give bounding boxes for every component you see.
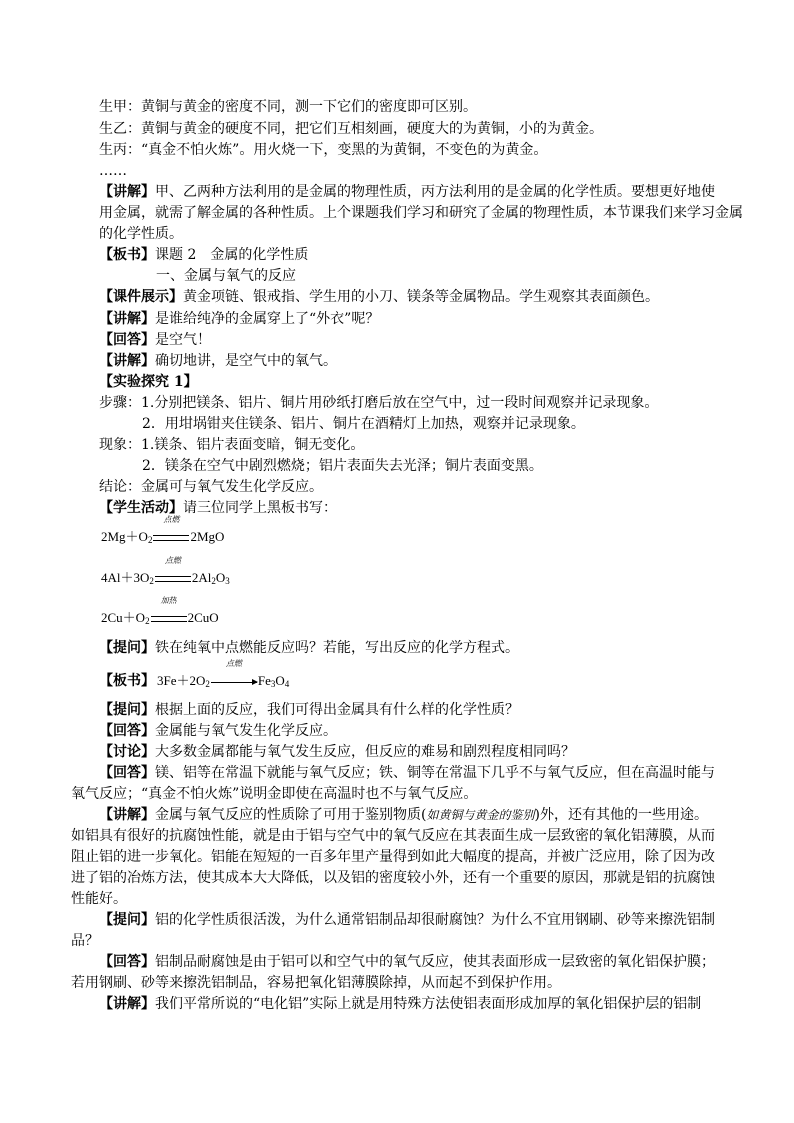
phenomenon-2: 2．镁条在空气中剧烈燃烧；铝片表面失去光泽；铜片表面变黑。 xyxy=(142,458,543,474)
section-heading: 一、金属与氧气的反应 xyxy=(156,268,296,284)
experiment-step-2: 2．用坩埚钳夹住镁条、铝片、铜片在酒精灯上加热，观察并记录现象。 xyxy=(142,416,585,432)
question-aluminum: 【提问】铝的化学性质很活泼，为什么通常铝制品却很耐腐蚀？为什么不宜用钢刷、砂等来擦洗铝制 xyxy=(99,912,715,928)
phenomenon-1: 现象：1.镁条、铝片表面变暗，铜无变化。 xyxy=(99,437,365,453)
answer-property: 【回答】金属能与氧气发生化学反应。 xyxy=(99,723,337,739)
tag-board: 【板书】 xyxy=(99,247,155,263)
equation-mg: $2Mg+O_2$ 点燃 2MgO xyxy=(101,515,225,545)
courseware-display: 【课件展示】黄金项链、银戒指、学生用的小刀、镁条等金属物品。学生观察其表面颜色。 xyxy=(99,289,659,305)
discussion: 【讨论】大多数金属都能与氧气发生反应，但反应的难易和剧烈程度相同吗？ xyxy=(99,744,575,760)
answer-air: 【回答】是空气！ xyxy=(99,332,211,348)
explain-oxygen: 【讲解】确切地讲，是空气中的氧气。 xyxy=(99,353,337,369)
question-aluminum-cont: 品？ xyxy=(71,933,99,949)
experiment-step-1: 步骤：1.分别把镁条、铝片、铜片用砂纸打磨后放在空气中，过一段时间观察并记录现象。 xyxy=(99,395,659,411)
reaction-arrow: 点燃 xyxy=(211,671,257,691)
tag-courseware: 【课件展示】 xyxy=(99,289,183,305)
explain-uses-cont-3: 进了铝的冶炼方法，使其成本大大降低，以及铝的密度较小外，还有一个重要的原因，那就是铝的抗腐蚀 xyxy=(71,870,715,886)
answer-aluminum-cont: 若用钢刷、砂等来擦洗铝制品，容易把氧化铝薄膜除掉，从而起不到保护作用。 xyxy=(71,975,561,991)
explain-question: 【讲解】是谁给纯净的金属穿上了“外衣”呢？ xyxy=(99,311,380,327)
explain-uses: 【讲解】金属与氧气反应的性质除了可用于鉴别物质(如黄铜与黄金的鉴别)外，还有其他的一些用途。 xyxy=(99,807,708,823)
board-title: 【板书】课题 2 金属的化学性质 xyxy=(99,247,309,263)
explain-paragraph-1-cont: 用金属，就需了解金属的各种性质。上个课题我们学习和研究了金属的物理性质，本节课我们来学习金属 xyxy=(99,205,743,221)
explain-uses-cont-1: 如铝具有很好的抗腐蚀性能，就是由于铝与空气中的氧气反应在其表面生成一层致密的氧化铝薄膜，从而 xyxy=(71,828,715,844)
reaction-arrow: 加热 xyxy=(151,608,187,628)
equation-fe: $3Fe+2O_2$ 点燃 $Fe_3O_4$ xyxy=(157,659,290,689)
reaction-arrow: 点燃 xyxy=(153,527,189,547)
ellipsis: …… xyxy=(99,163,127,179)
explain-uses-cont-4: 性能好。 xyxy=(71,891,127,907)
question-iron: 【提问】铁在纯氧中点燃能反应吗？若能，写出反应的化学方程式。 xyxy=(99,640,519,656)
answer-reactivity-cont: 氧气反应；“真金不怕火炼”说明金即使在高温时也不与氧气反应。 xyxy=(71,786,478,802)
explain-anodized: 【讲解】我们平常所说的“电化铝”实际上就是用特殊方法使铝表面形成加厚的氧化铝保护层的铝制 xyxy=(99,996,702,1012)
tag-explain: 【讲解】 xyxy=(99,184,155,200)
dialogue-student-b: 生乙：黄铜与黄金的硬度不同，把它们互相刻画，硬度大的为黄铜，小的为黄金。 xyxy=(99,121,603,137)
equation-al: $4Al+3O_2$ 点燃 $2Al_2O_3$ xyxy=(101,556,230,586)
explain-uses-cont-2: 阻止铝的进一步氧化。铝能在短短的一百多年里产量得到如此大幅度的提高，并被广泛应用，除了因为改 xyxy=(71,849,715,865)
dialogue-student-a: 生甲：黄铜与黄金的密度不同，测一下它们的密度即可区别。 xyxy=(99,99,477,115)
reaction-arrow: 点燃 xyxy=(155,568,191,588)
experiment-heading: 【实验探究 1】 xyxy=(99,374,198,390)
equation-cu: $2Cu+O_2$ 加热 2CuO xyxy=(101,596,219,626)
dialogue-student-c: 生丙：“真金不怕火炼”。用火烧一下，变黑的为黄铜，不变色的为黄金。 xyxy=(99,142,548,158)
question-property: 【提问】根据上面的反应，我们可得出金属具有什么样的化学性质？ xyxy=(99,702,519,718)
explain-paragraph-1-end: 的化学性质。 xyxy=(99,226,183,242)
explain-paragraph-1: 【讲解】甲、乙两种方法利用的是金属的物理性质，丙方法利用的是金属的化学性质。要想更好地使 xyxy=(99,184,715,200)
answer-aluminum: 【回答】铝制品耐腐蚀是由于铝可以和空气中的氧气反应，使其表面形成一层致密的氧化铝保护膜； xyxy=(99,954,715,970)
board-iron-equation: 【板书】 xyxy=(99,673,155,689)
answer-reactivity: 【回答】镁、铝等在常温下就能与氧气反应；铁、铜等在常温下几乎不与氧气反应，但在高温时能与 xyxy=(99,765,715,781)
student-activity: 【学生活动】请三位同学上黑板书写： xyxy=(99,500,337,516)
conclusion: 结论：金属可与氧气发生化学反应。 xyxy=(99,479,323,495)
